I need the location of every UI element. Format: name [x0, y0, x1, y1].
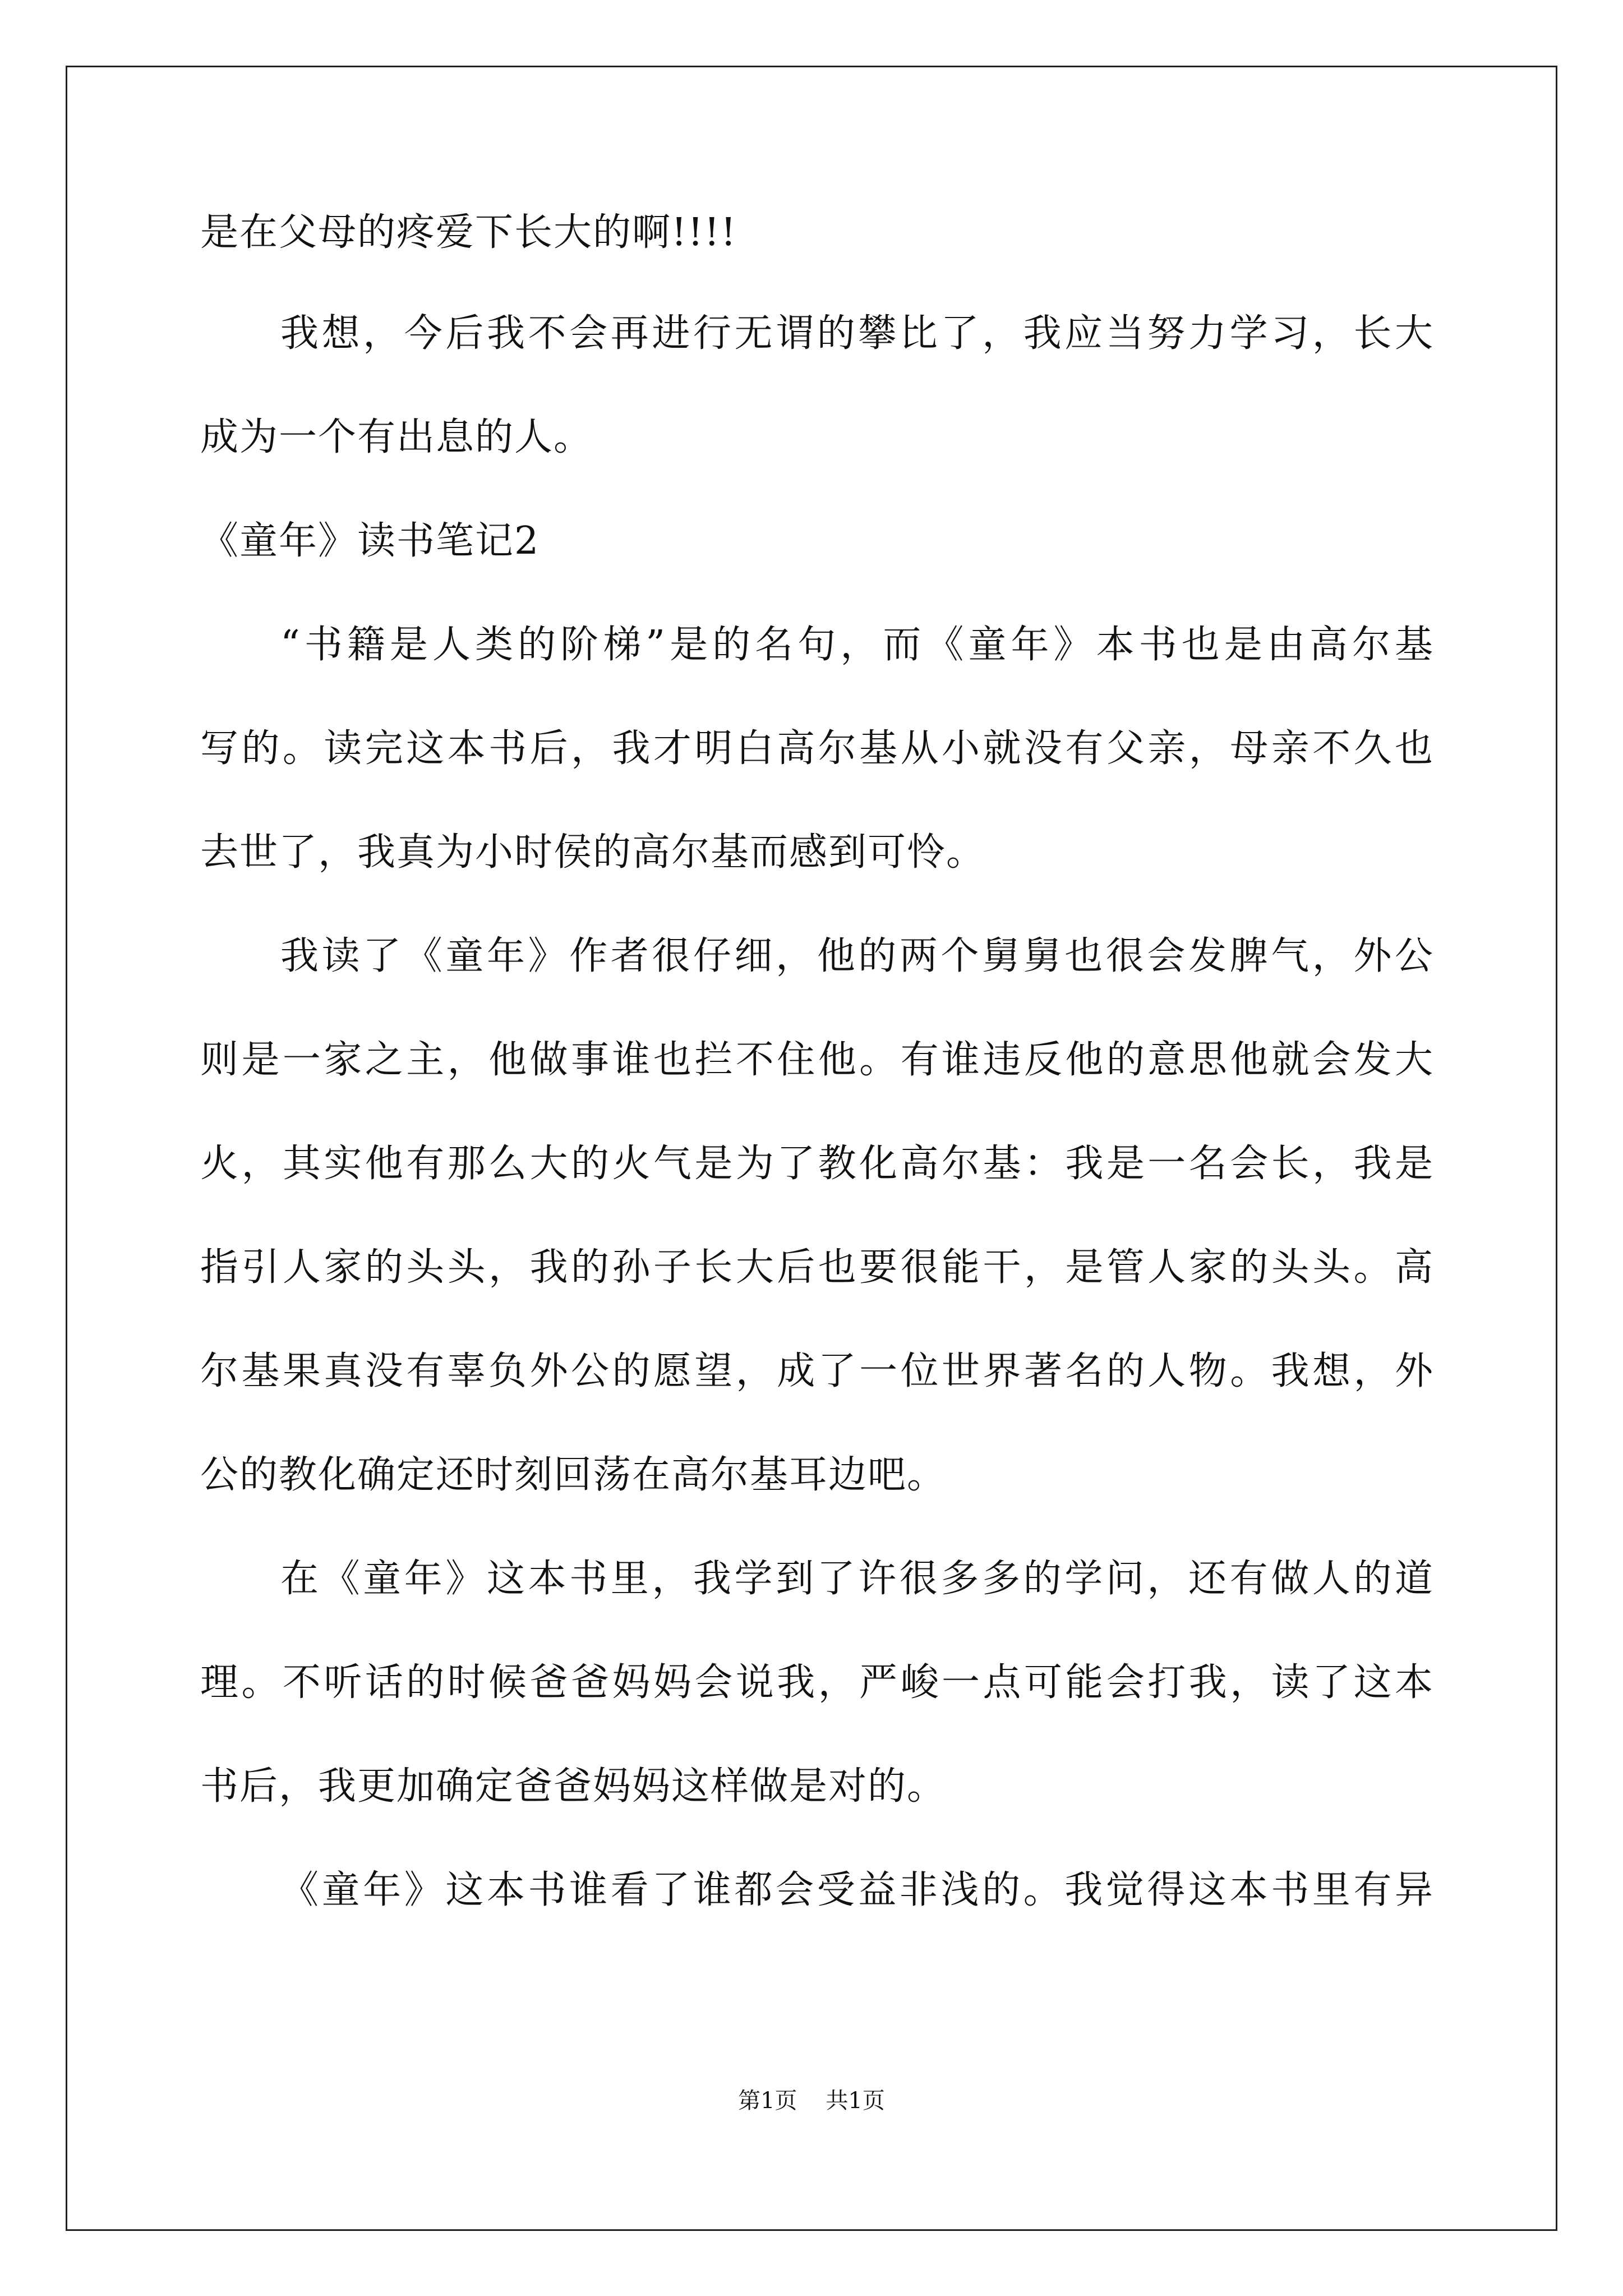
- text-line: 是在父母的疼爱下长大的啊!!!!: [200, 210, 737, 255]
- text-line: 书后，我更加确定爸爸妈妈这样做是对的。: [200, 1764, 947, 1809]
- text-line: 指引人家的头头，我的孙子长大后也要很能干，是管人家的头头。高: [200, 1245, 1434, 1290]
- text-line: 理。不听话的时候爸爸妈妈会说我，严峻一点可能会打我，读了这本: [200, 1660, 1434, 1705]
- page-number-total: 共1页: [826, 2088, 885, 2114]
- text-line: 尔基果真没有辜负外公的愿望，成了一位世界著名的人物。我想，外: [200, 1349, 1434, 1393]
- text-line: 去世了，我真为小时侯的高尔基而感到可怜。: [200, 830, 986, 875]
- text-line: 火，其实他有那么大的火气是为了教化高尔基：我是一名会长，我是: [200, 1142, 1434, 1186]
- paragraph-start: 《童年》这本书谁看了谁都会受益非浅的。我觉得这本书里有异: [280, 1868, 1434, 1912]
- paragraph-start: 我想，今后我不会再进行无谓的攀比了，我应当努力学习，长大: [280, 311, 1434, 356]
- page-number-current: 第1页: [738, 2088, 797, 2114]
- paragraph-start: “书籍是人类的阶梯”是的名句，而《童年》本书也是由高尔基: [280, 623, 1434, 667]
- text-line: 公的教化确定还时刻回荡在高尔基耳边吧。: [200, 1453, 947, 1497]
- paragraph-start: 在《童年》这本书里，我学到了许很多多的学问，还有做人的道: [280, 1557, 1434, 1601]
- page-footer: [0, 2087, 1623, 2115]
- text-line: 成为一个有出息的人。: [200, 415, 593, 459]
- text-line: 写的。读完这本书后，我才明白高尔基从小就没有父亲，母亲不久也: [200, 726, 1434, 771]
- paragraph-start: 我读了《童年》作者很仔细，他的两个舅舅也很会发脾气，外公: [280, 934, 1434, 978]
- section-heading: 《童年》读书笔记2: [200, 519, 540, 563]
- text-line: 则是一家之主，他做事谁也拦不住他。有谁违反他的意思他就会发大: [200, 1038, 1434, 1082]
